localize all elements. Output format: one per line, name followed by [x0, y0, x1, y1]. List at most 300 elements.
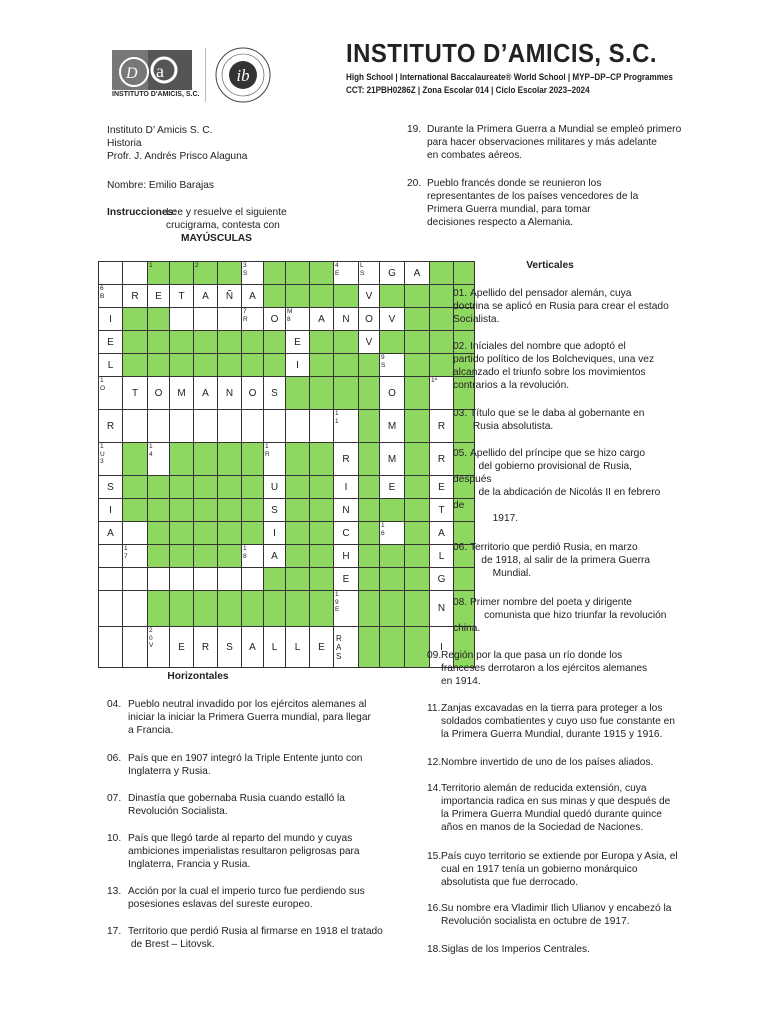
- cell-letter: C: [342, 527, 350, 539]
- filled-cell: [148, 476, 170, 499]
- filled-cell: [170, 262, 194, 285]
- clue-text: País que en 1907 integró la Triple Entente junto con Inglaterra y Rusia.: [128, 753, 363, 777]
- grid-cell[interactable]: [334, 443, 359, 476]
- grid-cell[interactable]: [242, 627, 264, 668]
- cell-letter: T: [438, 504, 445, 516]
- grid-cell[interactable]: [264, 627, 286, 668]
- grid-cell[interactable]: [380, 410, 405, 443]
- clue-item: [453, 541, 650, 580]
- clue-number: 03.: [453, 408, 470, 419]
- filled-cell: [264, 354, 286, 377]
- clue-text: Título que se le daba al gobernante en Rusia absolutista.: [470, 408, 645, 432]
- clue-text: Apellido del pensador alemán, cuya doctrina se aplicó en Rusia para crear el estado Socialista.: [453, 288, 669, 325]
- grid-cell[interactable]: [264, 443, 286, 476]
- grid-cell[interactable]: [218, 377, 242, 410]
- grid-cell[interactable]: [194, 377, 218, 410]
- grid-cell[interactable]: [170, 568, 194, 591]
- grid-cell[interactable]: [430, 499, 454, 522]
- grid-cell[interactable]: [123, 545, 148, 568]
- filled-cell: [430, 308, 454, 331]
- grid-cell[interactable]: [99, 591, 123, 627]
- grid-row: [99, 545, 475, 568]
- clue-number: 11.: [427, 703, 441, 714]
- grid-cell[interactable]: [380, 262, 405, 285]
- clue-item: [427, 850, 678, 889]
- header-subline-2: CCT: 21PBH0286Z | Zona Escolar 014 | Ciclo Escolar 2023–2024: [346, 85, 590, 95]
- cell-letter: N: [342, 504, 350, 516]
- grid-cell[interactable]: [99, 410, 123, 443]
- cell-letter: A: [202, 290, 209, 302]
- grid-cell[interactable]: [242, 568, 264, 591]
- filled-cell: [310, 476, 334, 499]
- grid-cell[interactable]: [99, 285, 123, 308]
- cell-letter: I: [109, 504, 112, 516]
- grid-cell[interactable]: [430, 476, 454, 499]
- grid-cell[interactable]: [286, 410, 310, 443]
- cell-number: 6 B: [100, 285, 105, 300]
- cell-letter: A: [107, 527, 114, 539]
- filled-cell: [405, 331, 430, 354]
- filled-cell: [334, 285, 359, 308]
- cell-letter: O: [248, 387, 257, 399]
- filled-cell: [359, 476, 380, 499]
- cell-letter: L: [294, 641, 301, 653]
- clue-text: Pueblo francés donde se reunieron los representantes de los países vencedores de la Primera Guerra mundial, para tomar decisiones respecto a Alemania.: [427, 178, 639, 228]
- filled-cell: [194, 522, 218, 545]
- clue-item: [427, 782, 670, 834]
- grid-cell[interactable]: [99, 499, 123, 522]
- filled-cell: [242, 354, 264, 377]
- grid-cell[interactable]: [380, 354, 405, 377]
- grid-cell[interactable]: [334, 308, 359, 331]
- grid-cell[interactable]: [264, 545, 286, 568]
- grid-cell[interactable]: [286, 331, 310, 354]
- cell-letter: O: [270, 313, 279, 325]
- clue-text: Zanjas excavadas en la tierra para proteger a los soldados combatientes y cuyo uso fue constante en la Primera Guerra Mundial, durante 1915 y 1916.: [441, 703, 675, 740]
- instructions-line-1: Lee y resuelve el siguiente: [166, 207, 287, 218]
- grid-cell[interactable]: [286, 354, 310, 377]
- filled-cell: [148, 591, 170, 627]
- cell-number: M 8: [287, 308, 293, 323]
- clue-item: [427, 902, 671, 928]
- grid-cell[interactable]: [99, 545, 123, 568]
- filled-cell: [148, 522, 170, 545]
- grid-row: [99, 285, 475, 308]
- clue-item: [453, 287, 669, 326]
- grid-cell[interactable]: [334, 591, 359, 627]
- filled-cell: [123, 476, 148, 499]
- grid-cell[interactable]: [218, 308, 242, 331]
- filled-cell: [359, 627, 380, 668]
- grid-cell[interactable]: [359, 308, 380, 331]
- clue-number: 17.: [107, 926, 122, 937]
- cell-number: 3 S: [243, 262, 248, 277]
- clue-text: Apellido del príncipe que se hizo cargo del gobierno provisional de Rusia, después de la abdicación de Nicolás II en febrero de 1917.: [453, 448, 661, 524]
- cell-letter: I: [273, 527, 276, 539]
- filled-cell: [264, 262, 286, 285]
- grid-row: [99, 476, 475, 499]
- grid-cell[interactable]: [99, 476, 123, 499]
- filled-cell: [218, 331, 242, 354]
- filled-cell: [194, 331, 218, 354]
- grid-cell[interactable]: [310, 627, 334, 668]
- clue-item: [107, 792, 345, 818]
- grid-cell[interactable]: [430, 545, 454, 568]
- clue-number: 06.: [453, 542, 470, 553]
- grid-cell[interactable]: [334, 545, 359, 568]
- horizontales-heading: Horizontales: [167, 671, 229, 682]
- filled-cell: [170, 331, 194, 354]
- filled-cell: [310, 522, 334, 545]
- cell-letter: S: [271, 504, 278, 516]
- filled-cell: [218, 443, 242, 476]
- filled-cell: [123, 499, 148, 522]
- grid-cell[interactable]: [218, 568, 242, 591]
- grid-cell[interactable]: [148, 410, 170, 443]
- clue-text: Primer nombre del poeta y dirigente comunista que hizo triunfar la revolución china.: [453, 597, 667, 634]
- grid-cell[interactable]: [334, 522, 359, 545]
- cell-letter: L: [271, 641, 278, 653]
- filled-cell: [148, 331, 170, 354]
- cell-letter: O: [388, 387, 396, 399]
- clue-item: [107, 885, 365, 911]
- cell-letter: S: [271, 387, 278, 399]
- grid-cell[interactable]: [218, 627, 242, 668]
- grid-cell[interactable]: [334, 410, 359, 443]
- grid-row: [99, 410, 475, 443]
- grid-cell[interactable]: [99, 627, 123, 668]
- grid-row: [99, 499, 475, 522]
- filled-cell: [148, 499, 170, 522]
- grid-cell[interactable]: [123, 627, 148, 668]
- filled-cell: [430, 285, 454, 308]
- grid-cell[interactable]: [430, 410, 454, 443]
- filled-cell: [194, 545, 218, 568]
- grid-cell[interactable]: [194, 285, 218, 308]
- cell-letter: M: [387, 420, 397, 432]
- cell-number: 4 E: [335, 262, 340, 277]
- grid-cell[interactable]: [380, 377, 405, 410]
- cell-letter: E: [155, 290, 162, 302]
- clue-text: Región por la que pasa un río donde los franceses derrotaron a los ejércitos alemanes en 1914.: [441, 650, 648, 687]
- clue-number: 05.: [453, 448, 470, 459]
- clue-item: [107, 832, 360, 871]
- cell-letter: L: [107, 359, 114, 371]
- filled-cell: [405, 591, 430, 627]
- filled-cell: [359, 522, 380, 545]
- grid-cell[interactable]: [123, 410, 148, 443]
- filled-cell: [380, 545, 405, 568]
- cell-letter: I: [440, 641, 443, 653]
- filled-cell: [194, 443, 218, 476]
- cell-number: 1 O: [100, 377, 106, 392]
- svg-text:D: D: [126, 65, 138, 82]
- filled-cell: [170, 545, 194, 568]
- grid-cell[interactable]: [264, 410, 286, 443]
- cell-number: L S: [360, 262, 365, 277]
- filled-cell: [148, 354, 170, 377]
- grid-cell[interactable]: [194, 627, 218, 668]
- grid-cell[interactable]: [334, 627, 359, 668]
- grid-cell[interactable]: [99, 568, 123, 591]
- filled-cell: [286, 377, 310, 410]
- cell-number: 1ª: [431, 377, 438, 384]
- clue-text: Dinastía que gobernaba Rusia cuando estalló la Revolución Socialista.: [128, 793, 345, 817]
- filled-cell: [148, 262, 170, 285]
- cell-number: 9 S: [381, 354, 386, 369]
- grid-cell[interactable]: [218, 285, 242, 308]
- cell-letter: L: [438, 550, 445, 562]
- grid-cell[interactable]: [99, 308, 123, 331]
- grid-cell[interactable]: [123, 522, 148, 545]
- clue-text: Acción por la cual el imperio turco fue perdiendo sus posesiones eslavas del sureste europeo.: [128, 886, 365, 910]
- grid-cell[interactable]: [99, 377, 123, 410]
- filled-cell: [286, 522, 310, 545]
- clue-text: Territorio que perdió Rusia al firmarse en 1918 el tratado de Brest – Litovsk.: [128, 926, 383, 950]
- clue-item: [107, 925, 383, 951]
- clue-text: País cuyo territorio se extiende por Europa y Asia, el cual en 1917 tenía un gobierno monárquico absolutista que fue derrocado.: [441, 851, 678, 888]
- grid-cell[interactable]: [242, 410, 264, 443]
- grid-cell[interactable]: [334, 568, 359, 591]
- filled-cell: [310, 568, 334, 591]
- filled-cell: [194, 354, 218, 377]
- filled-cell: [286, 545, 310, 568]
- filled-cell: [359, 354, 380, 377]
- grid-cell[interactable]: [334, 476, 359, 499]
- grid-cell[interactable]: [430, 568, 454, 591]
- filled-cell: [194, 476, 218, 499]
- filled-cell: [286, 568, 310, 591]
- filled-cell: [405, 285, 430, 308]
- grid-cell[interactable]: [170, 308, 194, 331]
- clue-number: 20.: [407, 178, 422, 189]
- grid-cell[interactable]: [334, 262, 359, 285]
- grid-cell[interactable]: [170, 285, 194, 308]
- school-name: Instituto D’ Amicis S. C.: [107, 125, 213, 136]
- filled-cell: [359, 545, 380, 568]
- filled-cell: [218, 545, 242, 568]
- filled-cell: [170, 476, 194, 499]
- cell-letter: A: [438, 527, 445, 539]
- cell-letter: A: [271, 550, 278, 562]
- cell-letter: E: [438, 481, 445, 493]
- filled-cell: [405, 443, 430, 476]
- grid-cell[interactable]: [242, 262, 264, 285]
- clue-number: 08.: [453, 597, 470, 608]
- grid-cell[interactable]: [218, 410, 242, 443]
- clue-item: [427, 756, 653, 769]
- filled-cell: [242, 331, 264, 354]
- cell-letter: I: [344, 481, 348, 493]
- clue-number: 14.: [427, 783, 442, 794]
- filled-cell: [405, 545, 430, 568]
- grid-cell[interactable]: [194, 308, 218, 331]
- grid-cell[interactable]: [242, 545, 264, 568]
- grid-cell[interactable]: [99, 331, 123, 354]
- filled-cell: [170, 354, 194, 377]
- cell-letter: E: [342, 573, 350, 585]
- filled-cell: [310, 331, 334, 354]
- grid-cell[interactable]: [170, 627, 194, 668]
- clue-text: Su nombre era Vladimir Ilich Ulianov y encabezó la Revolución socialista en octubre de 1917.: [441, 903, 672, 927]
- clue-item: [453, 340, 654, 392]
- cell-letter: A: [249, 290, 256, 302]
- cell-letter: R: [131, 290, 139, 302]
- cell-letter: H: [342, 550, 350, 562]
- clue-number: 07.: [107, 793, 122, 804]
- grid-cell[interactable]: [286, 308, 310, 331]
- grid-cell[interactable]: [359, 262, 380, 285]
- grid-cell[interactable]: [264, 377, 286, 410]
- verticales-heading: Verticales: [526, 260, 574, 271]
- school-title: INSTITUTO D’AMICIS, S.C.: [346, 38, 657, 68]
- cell-letter: A: [318, 313, 325, 325]
- filled-cell: [286, 262, 310, 285]
- filled-cell: [264, 568, 286, 591]
- clue-number: 19.: [407, 124, 422, 135]
- cell-letter: V: [365, 336, 373, 348]
- grid-cell[interactable]: [148, 568, 170, 591]
- filled-cell: [430, 262, 454, 285]
- grid-cell[interactable]: [264, 522, 286, 545]
- grid-cell[interactable]: [380, 522, 405, 545]
- grid-cell[interactable]: [242, 308, 264, 331]
- filled-cell: [242, 499, 264, 522]
- filled-cell: [310, 443, 334, 476]
- filled-cell: [170, 499, 194, 522]
- filled-cell: [194, 262, 218, 285]
- clue-number: 01.: [453, 288, 470, 299]
- filled-cell: [405, 522, 430, 545]
- grid-cell[interactable]: [99, 354, 123, 377]
- grid-cell[interactable]: [99, 522, 123, 545]
- cell-number: 1 8: [243, 545, 247, 560]
- grid-cell[interactable]: [148, 285, 170, 308]
- filled-cell: [380, 331, 405, 354]
- clue-text: Territorio que perdió Rusia, en marzo de 1918, al salir de la primera Guerra Mundial.: [470, 542, 651, 579]
- cell-letter: I: [296, 359, 299, 371]
- filled-cell: [123, 331, 148, 354]
- clue-number: 10.: [107, 833, 122, 844]
- grid-cell[interactable]: [264, 499, 286, 522]
- grid-cell[interactable]: [170, 377, 194, 410]
- filled-cell: [264, 591, 286, 627]
- filled-cell: [380, 627, 405, 668]
- clue-number: 04.: [107, 699, 122, 710]
- clue-number: 02.: [453, 341, 470, 352]
- filled-cell: [430, 354, 454, 377]
- grid-cell[interactable]: [242, 377, 264, 410]
- cell-letter: M: [177, 387, 186, 399]
- cell-number: 1 R: [265, 443, 270, 458]
- filled-cell: [454, 262, 475, 285]
- grid-cell[interactable]: [264, 476, 286, 499]
- cell-letter: E: [388, 481, 396, 493]
- cell-letter: R A S: [336, 633, 342, 661]
- filled-cell: [310, 591, 334, 627]
- filled-cell: [286, 476, 310, 499]
- filled-cell: [218, 499, 242, 522]
- grid-cell[interactable]: [123, 591, 148, 627]
- clue-item: [453, 447, 660, 525]
- grid-cell[interactable]: [380, 308, 405, 331]
- grid-cell[interactable]: [310, 308, 334, 331]
- grid-cell[interactable]: [286, 627, 310, 668]
- grid-cell[interactable]: [123, 285, 148, 308]
- grid-cell[interactable]: [310, 410, 334, 443]
- cell-letter: O: [365, 313, 373, 325]
- filled-cell: [359, 499, 380, 522]
- grid-cell[interactable]: [194, 568, 218, 591]
- cell-letter: R: [106, 420, 115, 432]
- filled-cell: [359, 410, 380, 443]
- grid-cell[interactable]: [430, 377, 454, 410]
- grid-cell[interactable]: [148, 377, 170, 410]
- clue-text: Durante la Primera Guerra a Mundial se empleó primero para hacer observaciones militares y más adelante en combates aéreos.: [427, 124, 682, 161]
- filled-cell: [218, 522, 242, 545]
- header-subline-1: High School | International Baccalaureate® World School | MYP–DP–CP Programmes: [346, 72, 673, 82]
- grid-cell[interactable]: [170, 410, 194, 443]
- grid-cell[interactable]: [359, 331, 380, 354]
- filled-cell: [310, 545, 334, 568]
- instructions-label: Instrucciones:: [107, 207, 177, 218]
- grid-row: [99, 377, 475, 410]
- cell-letter: A: [202, 387, 209, 399]
- filled-cell: [405, 354, 430, 377]
- grid-cell[interactable]: [430, 443, 454, 476]
- grid-cell[interactable]: [148, 627, 170, 668]
- grid-cell[interactable]: [264, 308, 286, 331]
- grid-cell[interactable]: [380, 443, 405, 476]
- grid-cell[interactable]: [430, 522, 454, 545]
- grid-cell[interactable]: [99, 443, 123, 476]
- filled-cell: [380, 499, 405, 522]
- grid-row: [99, 308, 475, 331]
- grid-cell[interactable]: [430, 591, 454, 627]
- cell-letter: G: [437, 573, 446, 585]
- grid-cell[interactable]: [123, 262, 148, 285]
- filled-cell: [194, 591, 218, 627]
- cell-number: 1: [149, 262, 153, 269]
- filled-cell: [148, 545, 170, 568]
- clue-item: [453, 596, 666, 635]
- grid-cell[interactable]: [123, 377, 148, 410]
- grid-cell[interactable]: [123, 568, 148, 591]
- grid-cell[interactable]: [148, 443, 170, 476]
- school-logo-text: INSTITUTO D'AMICIS, S.C.: [112, 91, 200, 98]
- filled-cell: [170, 591, 194, 627]
- ib-logo: [213, 46, 273, 104]
- filled-cell: [242, 476, 264, 499]
- grid-cell[interactable]: [359, 285, 380, 308]
- filled-cell: [286, 499, 310, 522]
- cell-letter: E: [107, 336, 114, 348]
- grid-cell[interactable]: [194, 410, 218, 443]
- grid-cell[interactable]: [405, 262, 430, 285]
- filled-cell: [264, 285, 286, 308]
- cell-number: 1 9 E: [335, 591, 340, 613]
- filled-cell: [310, 262, 334, 285]
- filled-cell: [359, 568, 380, 591]
- grid-cell[interactable]: [99, 262, 123, 285]
- clue-text: Nombre invertido de uno de los países aliados.: [441, 757, 654, 768]
- filled-cell: [148, 308, 170, 331]
- filled-cell: [310, 285, 334, 308]
- filled-cell: [334, 331, 359, 354]
- grid-cell[interactable]: [380, 476, 405, 499]
- grid-cell[interactable]: [242, 285, 264, 308]
- grid-cell[interactable]: [334, 499, 359, 522]
